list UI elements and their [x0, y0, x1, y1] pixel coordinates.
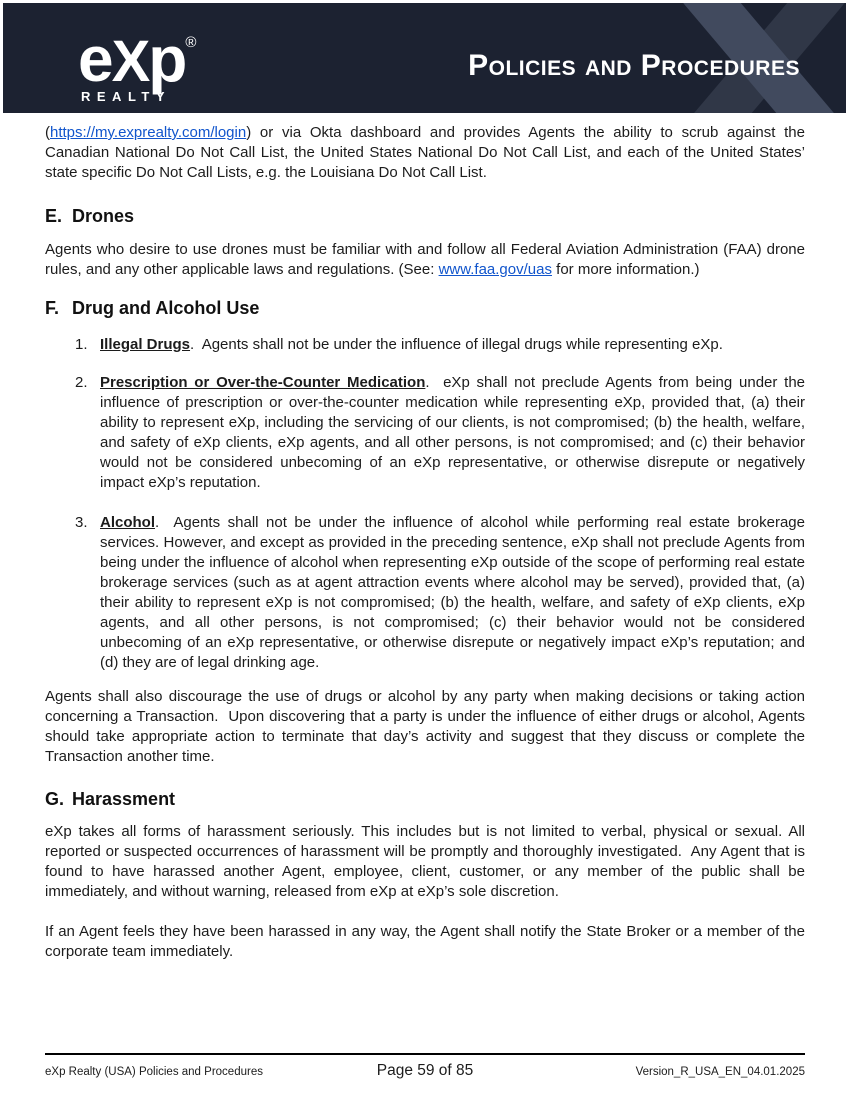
drones-text-post: for more information.)	[551, 261, 700, 278]
section-heading-drones	[45, 205, 805, 227]
harassment-paragraph-1: eXp takes all forms of harassment seriously. This includes but is not limited to verbal, physical or sexual. All reported or suspected occurrences of harassment will be promptly and thoroughly investigated. Any Agent that is found to have harassed another Agent, employee, client, customer, or any member of the public shall be immediately, and without warning, released from eXp at eXp’s sole discretion.	[45, 823, 805, 900]
list-item-term: Alcohol	[100, 514, 155, 531]
exp-realty-logo	[78, 11, 328, 104]
page-footer	[45, 1053, 805, 1080]
section-title: Harassment	[72, 789, 176, 809]
list-item-text: Illegal Drugs. Agents shall not be under the influence of illegal drugs while representing eXp.	[100, 336, 723, 353]
drones-text-pre: Agents who desire to use drones must be familiar with and follow all Federal Aviation Administration (FAA) drone rules, and any other applicable laws and regulations. (See:	[45, 241, 805, 278]
intro-text-pre: (	[45, 124, 50, 141]
list-item-text: Alcohol. Agents shall not be under the influence of alcohol while performing real estate brokerage services. However, and except as provided in the preceding sentence, eXp shall not preclude Agents from being under the influence of alcohol when representing eXp outside of the scope of performing real estate brokerage services (such as at agent attraction events where alcohol may be served), provided that, (a) their ability to represent eXp is not compromised; (b) the health, welfare, and safety of eXp clients, eXp agents, and all other persons, is not compromised; (c) their behavior would not be considered unbecoming of an eXp representative, or otherwise disrepute or negatively impact eXp’s reputation; and (d) they are of legal drinking age.	[100, 514, 805, 671]
registered-trademark-icon: ®	[185, 34, 197, 51]
intro-paragraph	[45, 123, 805, 183]
list-item-term: Illegal Drugs	[100, 336, 191, 353]
footer-doc-name: eXp Realty (USA) Policies and Procedures	[45, 1066, 263, 1078]
section-heading-drug-alcohol	[45, 297, 805, 319]
list-number: 1.	[75, 336, 88, 353]
section-title: Drug and Alcohol Use	[72, 298, 260, 318]
list-number: 3.	[75, 514, 88, 531]
footer-page-number: Page 59 of 85	[376, 1062, 474, 1079]
document-body	[45, 113, 805, 962]
list-item-prescription-medication	[45, 373, 805, 493]
section-title: Drones	[72, 206, 135, 226]
footer-divider	[45, 1053, 805, 1055]
exp-logo-realty-label: REALTY	[81, 89, 172, 104]
list-number: 2.	[75, 374, 88, 391]
list-item-alcohol	[45, 513, 805, 673]
exprealty-login-link[interactable]: https://my.exprealty.com/login	[50, 124, 247, 141]
exp-logo-word: eXp®	[78, 23, 197, 95]
section-heading-harassment	[45, 788, 805, 810]
section-letter: G.	[45, 789, 65, 809]
drug-alcohol-closing-paragraph: Agents shall also discourage the use of drugs or alcohol by any party when making decisions or taking action concerning a Transaction. Upon discovering that a party is under the influence of either drugs or alcohol, Agents should take appropriate action to terminate that day’s activity and suggest that they discuss or complete the Transaction another time.	[45, 688, 805, 765]
drones-paragraph	[45, 240, 805, 280]
footer-row	[45, 1062, 805, 1080]
list-item-term: Prescription or Over-the-Counter Medication	[100, 374, 426, 391]
list-item-illegal-drugs	[45, 335, 805, 355]
document-header	[3, 3, 846, 113]
harassment-paragraph-2: If an Agent feels they have been harassed in any way, the Agent shall notify the State Broker or a member of the corporate team immediately.	[45, 923, 805, 960]
faa-uas-link[interactable]: www.faa.gov/uas	[438, 261, 552, 278]
footer-version: Version_R_USA_EN_04.01.2025	[635, 1066, 805, 1078]
section-letter: F.	[45, 298, 60, 318]
section-letter: E.	[45, 206, 63, 226]
intro-text-post: ) or via Okta dashboard and provides Agents the ability to scrub against the Canadian National Do Not Call List, the United States National Do Not Call List, and each of the United States’ state specific Do Not Call Lists, e.g. the Louisiana Do Not Call List.	[45, 124, 805, 181]
page-title: Policies and Procedures	[468, 49, 800, 82]
list-item-text: Prescription or Over-the-Counter Medication. eXp shall not preclude Agents from being under the influence of prescription or over-the-counter medication while representing eXp, provided that, (a) their ability to represent eXp, including the servicing of our clients, is not compromised; (b) the health, welfare, and safety of eXp clients, eXp agents, and all other persons, is not compromised; and (c) their behavior would not be considered unbecoming of an eXp representative, or otherwise disrepute or negatively impact eXp’s reputation.	[100, 374, 806, 491]
